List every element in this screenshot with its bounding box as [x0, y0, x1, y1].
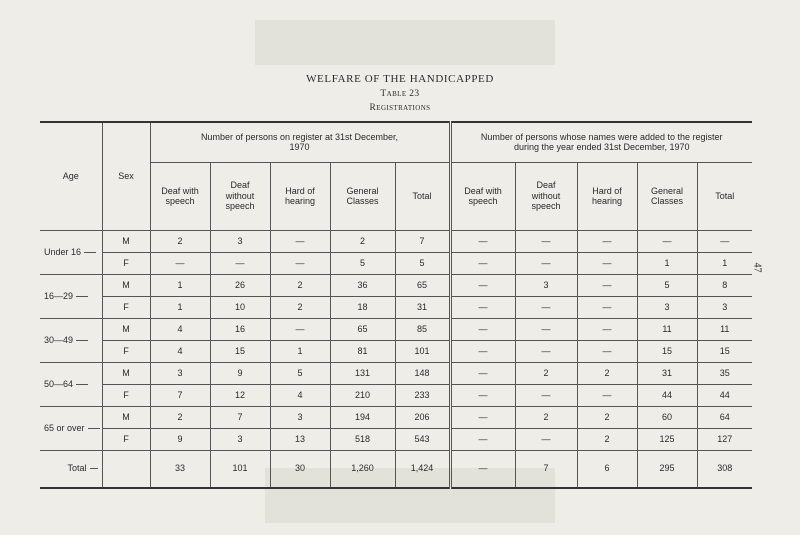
total-value-cell: 30 [270, 450, 330, 488]
value-cell: — [577, 340, 637, 362]
value-cell: 3 [270, 406, 330, 428]
value-cell: — [697, 230, 752, 252]
table-row [40, 384, 752, 406]
table-row [40, 252, 752, 274]
subheader-register-4: Total [395, 162, 450, 230]
value-cell: 15 [697, 340, 752, 362]
value-cell: 26 [210, 274, 270, 296]
value-cell: 5 [330, 252, 395, 274]
value-cell: — [515, 296, 577, 318]
value-cell: 233 [395, 384, 450, 406]
age-group-cell [40, 362, 102, 406]
value-cell: 3 [210, 428, 270, 450]
subheader-added-3: General Classes [637, 162, 697, 230]
table-row [40, 428, 752, 450]
value-cell: — [450, 384, 515, 406]
table-row [40, 362, 752, 384]
value-cell: — [270, 252, 330, 274]
leader-rule [90, 468, 98, 469]
value-cell: 210 [330, 384, 395, 406]
leader-rule [76, 296, 88, 297]
value-cell: — [515, 340, 577, 362]
value-cell: — [450, 406, 515, 428]
total-value-cell: 6 [577, 450, 637, 488]
page-number: 47 [751, 262, 763, 273]
total-value-cell: 33 [150, 450, 210, 488]
total-value-cell: 295 [637, 450, 697, 488]
value-cell: 2 [577, 406, 637, 428]
sex-cell: F [102, 428, 150, 450]
value-cell: — [577, 274, 637, 296]
header-sex: Sex [102, 122, 150, 230]
value-cell: 11 [697, 318, 752, 340]
value-cell: 3 [515, 274, 577, 296]
value-cell: — [515, 230, 577, 252]
value-cell: 85 [395, 318, 450, 340]
value-cell: 3 [637, 296, 697, 318]
value-cell: 60 [637, 406, 697, 428]
value-cell: 2 [577, 362, 637, 384]
value-cell: 2 [270, 274, 330, 296]
total-value-cell: 308 [697, 450, 752, 488]
value-cell: — [515, 384, 577, 406]
total-label: Total [67, 463, 87, 474]
sex-cell: F [102, 252, 150, 274]
value-cell: 9 [210, 362, 270, 384]
value-cell: 148 [395, 362, 450, 384]
value-cell: 7 [210, 406, 270, 428]
value-cell: 2 [150, 230, 210, 252]
subheader-register-2: Hard of hearing [270, 162, 330, 230]
value-cell: — [450, 428, 515, 450]
value-cell: 206 [395, 406, 450, 428]
header-added: Number of persons whose names were added to the register during the year ended 31st December, 1970 [450, 122, 752, 162]
value-cell: 2 [577, 428, 637, 450]
value-cell: 3 [150, 362, 210, 384]
subheader-added-0: Deaf with speech [450, 162, 515, 230]
table-row [40, 318, 752, 340]
leader-rule [88, 428, 100, 429]
value-cell: 4 [270, 384, 330, 406]
show-through-top [255, 20, 555, 65]
subheader-register-3: General Classes [330, 162, 395, 230]
value-cell: 31 [637, 362, 697, 384]
total-value-cell: 7 [515, 450, 577, 488]
value-cell: 2 [515, 406, 577, 428]
value-cell: 15 [637, 340, 697, 362]
value-cell: 44 [637, 384, 697, 406]
value-cell: — [450, 340, 515, 362]
value-cell: — [270, 230, 330, 252]
value-cell: — [450, 362, 515, 384]
value-cell: 131 [330, 362, 395, 384]
value-cell: 543 [395, 428, 450, 450]
leader-rule [76, 340, 88, 341]
value-cell: — [577, 230, 637, 252]
sex-cell: F [102, 384, 150, 406]
value-cell: — [450, 318, 515, 340]
value-cell: 101 [395, 340, 450, 362]
value-cell: — [577, 318, 637, 340]
age-group-label: 65 or over [44, 422, 85, 433]
value-cell: 31 [395, 296, 450, 318]
total-value-cell: 101 [210, 450, 270, 488]
value-cell: 12 [210, 384, 270, 406]
value-cell: — [450, 230, 515, 252]
value-cell: — [270, 318, 330, 340]
age-group-label: 16—29 [44, 290, 74, 301]
value-cell: — [450, 296, 515, 318]
value-cell: 4 [150, 318, 210, 340]
value-cell: 64 [697, 406, 752, 428]
value-cell: — [515, 428, 577, 450]
value-cell: — [577, 296, 637, 318]
value-cell: 2 [150, 406, 210, 428]
sex-cell: F [102, 340, 150, 362]
age-group-cell [40, 318, 102, 362]
table-row [40, 406, 752, 428]
value-cell: — [577, 252, 637, 274]
total-value-cell: — [450, 450, 515, 488]
age-group-label: Under 16 [44, 246, 82, 257]
value-cell: 9 [150, 428, 210, 450]
value-cell: 4 [150, 340, 210, 362]
value-cell: — [150, 252, 210, 274]
value-cell: — [210, 252, 270, 274]
value-cell: 2 [270, 296, 330, 318]
page-title: WELFARE OF THE HANDICAPPED [306, 73, 494, 85]
sex-cell: M [102, 362, 150, 384]
value-cell: 7 [395, 230, 450, 252]
registrations-table [40, 121, 752, 489]
value-cell: 13 [270, 428, 330, 450]
table-row [40, 340, 752, 362]
subheader-added-4: Total [697, 162, 752, 230]
age-group-label: 30—49 [44, 334, 74, 345]
value-cell: 36 [330, 274, 395, 296]
total-row [40, 450, 752, 488]
value-cell: 7 [150, 384, 210, 406]
value-cell: — [515, 252, 577, 274]
value-cell: 65 [395, 274, 450, 296]
table-caption: Registrations [369, 103, 431, 113]
value-cell: 5 [637, 274, 697, 296]
value-cell: 1 [150, 296, 210, 318]
subheader-register-0: Deaf with speech [150, 162, 210, 230]
value-cell: 1 [637, 252, 697, 274]
value-cell: 1 [150, 274, 210, 296]
total-value-cell: 1,424 [395, 450, 450, 488]
value-cell: 125 [637, 428, 697, 450]
header-on-register: Number of persons on register at 31st December, 1970 [150, 122, 450, 162]
value-cell: 16 [210, 318, 270, 340]
table-row [40, 230, 752, 252]
age-group-cell [40, 274, 102, 318]
value-cell: 3 [210, 230, 270, 252]
value-cell: — [577, 384, 637, 406]
table-row [40, 274, 752, 296]
table-number: Table 23 [380, 89, 420, 99]
total-sex-cell [102, 450, 150, 488]
value-cell: 8 [697, 274, 752, 296]
value-cell: 1 [270, 340, 330, 362]
value-cell: 127 [697, 428, 752, 450]
sex-cell: M [102, 318, 150, 340]
sex-cell: M [102, 230, 150, 252]
value-cell: 44 [697, 384, 752, 406]
value-cell: — [515, 318, 577, 340]
leader-rule [84, 252, 96, 253]
age-group-cell [40, 406, 102, 450]
subheader-added-1: Deaf without speech [515, 162, 577, 230]
value-cell: 65 [330, 318, 395, 340]
total-label-cell [40, 450, 102, 488]
sex-cell: M [102, 406, 150, 428]
value-cell: 194 [330, 406, 395, 428]
value-cell: 1 [697, 252, 752, 274]
sex-cell: M [102, 274, 150, 296]
leader-rule [76, 384, 88, 385]
value-cell: 10 [210, 296, 270, 318]
subheader-added-2: Hard of hearing [577, 162, 637, 230]
total-value-cell: 1,260 [330, 450, 395, 488]
table-row [40, 296, 752, 318]
header-age: Age [40, 122, 102, 230]
value-cell: — [450, 274, 515, 296]
value-cell: 81 [330, 340, 395, 362]
value-cell: 5 [270, 362, 330, 384]
value-cell: 11 [637, 318, 697, 340]
value-cell: 35 [697, 362, 752, 384]
value-cell: 15 [210, 340, 270, 362]
value-cell: — [637, 230, 697, 252]
age-group-cell [40, 230, 102, 274]
value-cell: 518 [330, 428, 395, 450]
subheader-register-1: Deaf without speech [210, 162, 270, 230]
value-cell: 3 [697, 296, 752, 318]
value-cell: — [450, 252, 515, 274]
value-cell: 2 [330, 230, 395, 252]
sex-cell: F [102, 296, 150, 318]
value-cell: 2 [515, 362, 577, 384]
value-cell: 18 [330, 296, 395, 318]
value-cell: 5 [395, 252, 450, 274]
age-group-label: 50—64 [44, 378, 74, 389]
